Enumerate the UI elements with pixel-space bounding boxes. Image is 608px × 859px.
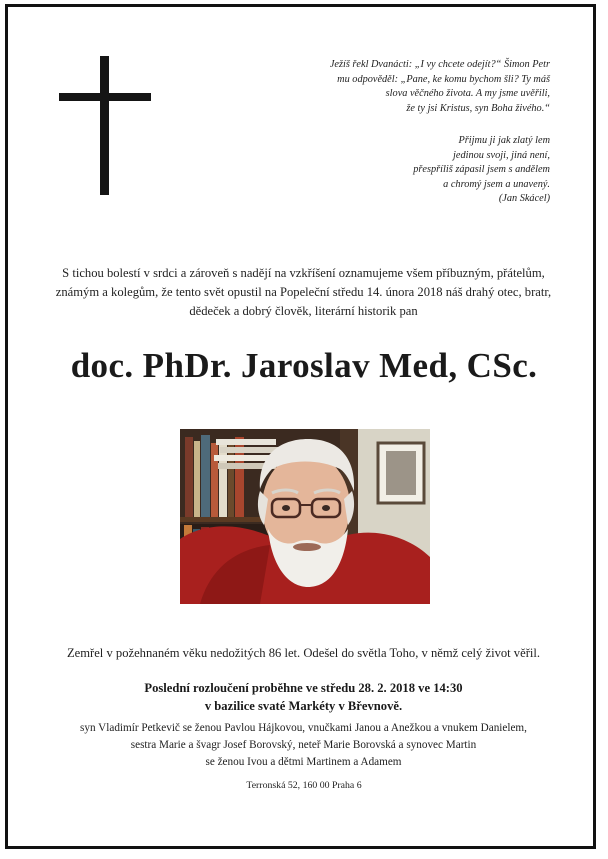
deceased-name: doc. PhDr. Jaroslav Med, CSc. [70, 346, 538, 385]
family-list [20, 720, 587, 771]
poem-line: přespříliš zápasil jsem s andělem [413, 164, 550, 175]
death-note: Zemřel v požehnaném věku nedožitých 86 let. Odešel do světla Toho, v němž celý život věřil. [66, 646, 541, 660]
funeral-line: Poslední rozloučení proběhne ve středu 28. 2. 2018 ve 14:30 [144, 681, 463, 695]
announcement [40, 264, 567, 321]
announcement-line: dědeček a dobrý člověk, literární historik pan [189, 304, 418, 318]
poem-quote [310, 134, 550, 207]
quote-line: Ježíš řekl Dvanácti: „I vy chcete odejít?“ Šimon Petr [329, 59, 550, 70]
cross-vertical-bar [100, 56, 109, 195]
bible-quote [310, 58, 550, 116]
poem-author: (Jan Skácel) [498, 193, 550, 204]
funeral-line: v bazilice svaté Markéty v Břevnově. [204, 699, 403, 713]
portrait-photo [180, 429, 430, 604]
announcement-line: S tichou bolestí v srdci a zároveň s nadějí na vzkříšení oznamujeme všem příbuzným, přátelům, [62, 266, 545, 280]
poem-line: a chromý jsem a unavený. [443, 178, 550, 190]
funeral-info [40, 679, 567, 715]
poem-line: Přijmu ji jak zlatý lem [458, 135, 550, 146]
address: Terronská 52, 160 00 Praha 6 [246, 780, 362, 791]
quote-line: mu odpověděl: „Pane, ke komu bychom šli? Ty máš [337, 73, 550, 85]
quote-line: slova věčného života. A my jsme uvěřili, [385, 88, 550, 99]
announcement-line: známým a kolegům, že tento svět opustil na Popeleční středu 14. února 2018 náš drahý otec, bratr, [55, 285, 552, 299]
family-line: se ženou Ivou a dětmi Martinem a Adamem [205, 756, 402, 768]
family-line: syn Vladimír Petkevič se ženou Pavlou Hájkovou, vnučkami Janou a Anežkou a vnukem Danielem, [80, 722, 527, 734]
portrait-illustration [180, 429, 430, 604]
cross-horizontal-bar [59, 93, 151, 101]
family-line: sestra Marie a švagr Josef Borovský, neteř Marie Borovská a synovec Martin [130, 739, 477, 751]
quote-line: že ty jsi Kristus, syn Boha živého.“ [406, 102, 550, 114]
poem-line: jedinou svoji, jiná není, [453, 149, 550, 161]
